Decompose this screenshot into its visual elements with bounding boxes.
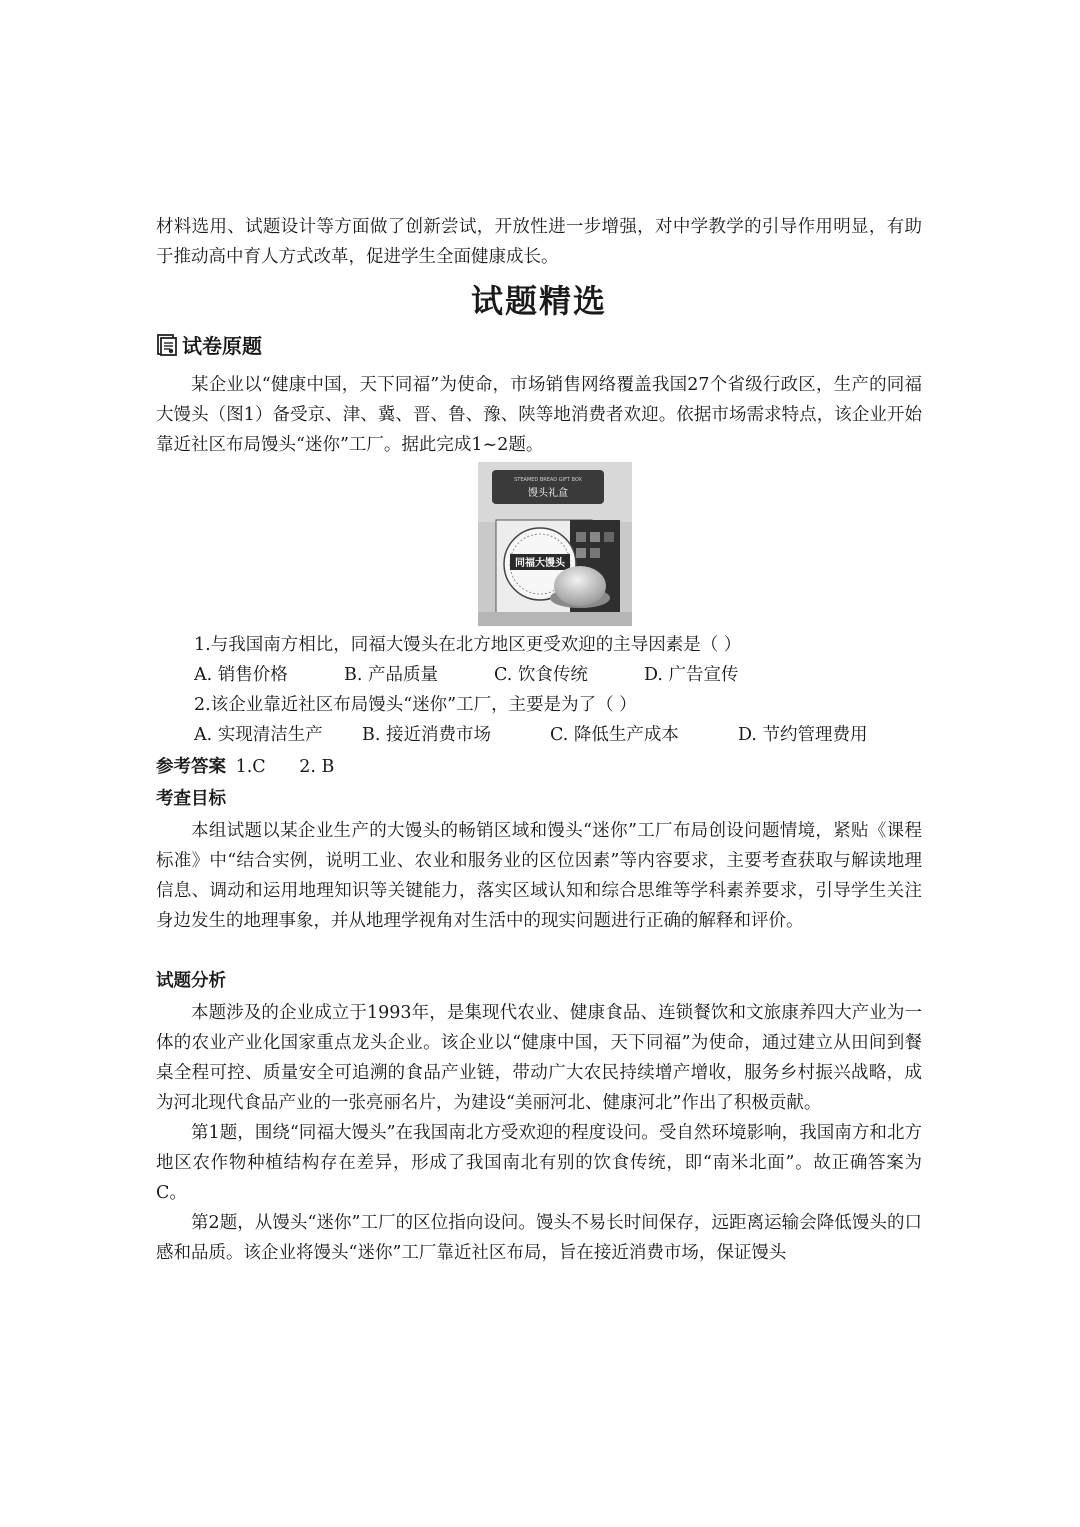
question-2-options (194, 720, 868, 750)
answer-label: 参考答案 (156, 757, 226, 777)
answer-2: 2. B (299, 757, 335, 777)
exam-paper-icon (156, 333, 178, 357)
q2-option-a: A. 实现清洁生产 (194, 725, 323, 745)
q2-option-c: C. 降低生产成本 (550, 725, 679, 745)
box-brand: 同福大馒头 (515, 558, 565, 569)
goal-paragraph: 本组试题以某企业生产的大馒头的畅销区域和馒头“迷你”工厂布局创设问题情境，紧贴《课程标准》中“结合实例，说明工业、农业和服务业的区位因素”等内容要求，主要考查获取与解读地理信息、调动和运用地理知识等关键能力，落实区域认知和综合思维等学科素养要求，引导学生关注身边发生的地理事象，并从地理学视角对生活中的现实问题进行正确的解释和评价。 (156, 821, 922, 931)
analysis-body (156, 998, 922, 1268)
analysis-paragraph: 本题涉及的企业成立于1993年，是集现代农业、健康食品、连锁餐饮和文旅康养四大产业为一体的农业产业化国家重点龙头企业。该企业以“健康中国，天下同福”为使命，通过建立从田间到餐桌全程可控、质量安全可追溯的食品产业链，带动广大农民持续增产增收，服务乡村振兴战略，成为河北现代食品产业的一张亮丽名片，为建设“美丽河北、健康河北”作出了积极贡献。 (156, 1003, 922, 1113)
figure-1-photo (478, 462, 632, 626)
box-label: 馒头礼盒 (528, 488, 568, 499)
analysis-paragraph: 第1题，围绕“同福大馒头”在我国南北方受欢迎的程度设问。受自然环境影响，我国南方和北方地区农作物种植结构存在差异，形成了我国南北有别的饮食传统，即“南米北面”。故正确答案为C。 (156, 1123, 922, 1203)
q2-option-b: B. 接近消费市场 (362, 725, 491, 745)
analysis-heading: 试题分析 (156, 971, 226, 991)
q2-option-d: D. 节约管理费用 (738, 725, 868, 745)
goal-heading: 考查目标 (156, 789, 226, 809)
q1-option-b: B. 产品质量 (344, 665, 438, 685)
section-heading-label: 试卷原题 (182, 334, 262, 358)
page-title: 试题精选 (470, 282, 607, 320)
answer-line (156, 752, 334, 782)
analysis-paragraph: 第2题，从馒头“迷你”工厂的区位指向设问。馒头不易长时间保存，远距离运输会降低馒头的口感和品质。该企业将馒头“迷你”工厂靠近社区布局，旨在接近消费市场，保证馒头 (156, 1213, 922, 1263)
q1-option-d: D. 广告宣传 (644, 665, 739, 685)
question-stem: 某企业以“健康中国，天下同福”为使命，市场销售网络覆盖我国27个省级行政区，生产的同福大馒头（图1）备受京、津、冀、晋、鲁、豫、陕等地消费者欢迎。依据市场需求特点，该企业开始靠近社区布局馒头“迷你”工厂。据此完成1~2题。 (156, 375, 922, 455)
q1-option-a: A. 销售价格 (194, 665, 288, 685)
question-1: 1.与我国南方相比，同福大馒头在北方地区更受欢迎的主导因素是（ ） (194, 635, 742, 655)
question-2: 2.该企业靠近社区布局馒头“迷你”工厂，主要是为了（ ） (194, 695, 637, 715)
box-top-text: STEAMED BREAD GIFT BOX (514, 477, 582, 483)
section-heading (156, 330, 262, 359)
question-1-options (194, 660, 794, 690)
q1-option-c: C. 饮食传统 (494, 665, 588, 685)
answer-1: 1.C (235, 757, 266, 777)
intro-paragraph: 材料选用、试题设计等方面做了创新尝试，开放性进一步增强，对中学教学的引导作用明显，有助于推动高中育人方式改革，促进学生全面健康成长。 (156, 217, 922, 267)
